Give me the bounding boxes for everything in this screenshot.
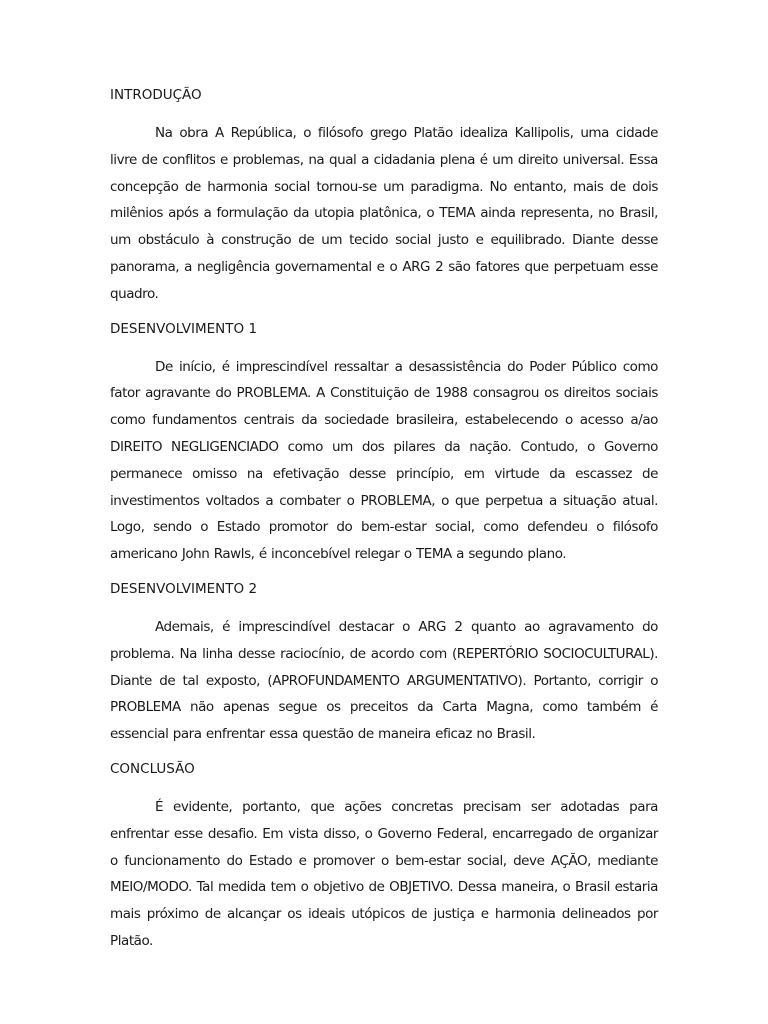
paragraph-conclusao: É evidente, portanto, que ações concretas precisam ser adotadas para enfrentar esse desafio. Em vista disso, o Governo Federal, encarregado de organizar o funcionamento do Estado e promover o bem-estar social, deve AÇÃO, mediante MEIO/MODO. Tal medida tem o objetivo de OBJETIVO. Dessa maneira, o Brasil estaria mais próximo de alcançar os ideais utópicos de justiça e harmonia delineados por Platão.	[110, 798, 658, 949]
paragraph-desenvolvimento-2: Ademais, é imprescindível destacar o ARG 2 quanto ao agravamento do problema. Na linha desse raciocínio, de acordo com (REPERTÓRIO SOCIOCULTURAL). Diante de tal exposto, (APROFUNDAMENTO ARGUMENTATIVO). Portanto, corrigir o PROBLEMA não apenas segue os preceitos da Carta Magna, como também é essencial para enfrentar essa questão de maneira eficaz no Brasil.	[110, 618, 658, 743]
heading-desenvolvimento-2: DESENVOLVIMENTO 2	[110, 580, 258, 597]
paragraph-desenvolvimento-1: De início, é imprescindível ressaltar a desassistência do Poder Público como fator agravante do PROBLEMA. A Constituição de 1988 consagrou os direitos sociais como fundamentos centrais da sociedade brasileira, estabelecendo o acesso a/ao DIREITO NEGLIGENCIADO como um dos pilares da nação. Contudo, o Governo permanece omisso na efetivação desse princípio, em virtude da escassez de investimentos voltados a combater o PROBLEMA, o que perpetua a situação atual. Logo, sendo o Estado promotor do bem-estar social, como defendeu o filósofo americano John Rawls, é inconcebível relegar o TEMA a segundo plano.	[110, 358, 658, 563]
heading-introducao: INTRODUÇÃO	[110, 87, 202, 103]
document-page	[110, 84, 658, 955]
paragraph-introducao: Na obra A República, o filósofo grego Platão idealiza Kallipolis, uma cidade livre de conflitos e problemas, na qual a cidadania plena é um direito universal. Essa concepção de harmonia social tornou-se um paradigma. No entanto, mais de dois milênios após a formulação da utopia platônica, o TEMA ainda representa, no Brasil, um obstáculo à construção de um tecido social justo e equilibrado. Diante desse panorama, a negligência governamental e o ARG 2 são fatores que perpetuam esse quadro.	[110, 125, 658, 302]
heading-desenvolvimento-1: DESENVOLVIMENTO 1	[110, 320, 258, 337]
heading-conclusao: CONCLUSÃO	[110, 760, 195, 777]
